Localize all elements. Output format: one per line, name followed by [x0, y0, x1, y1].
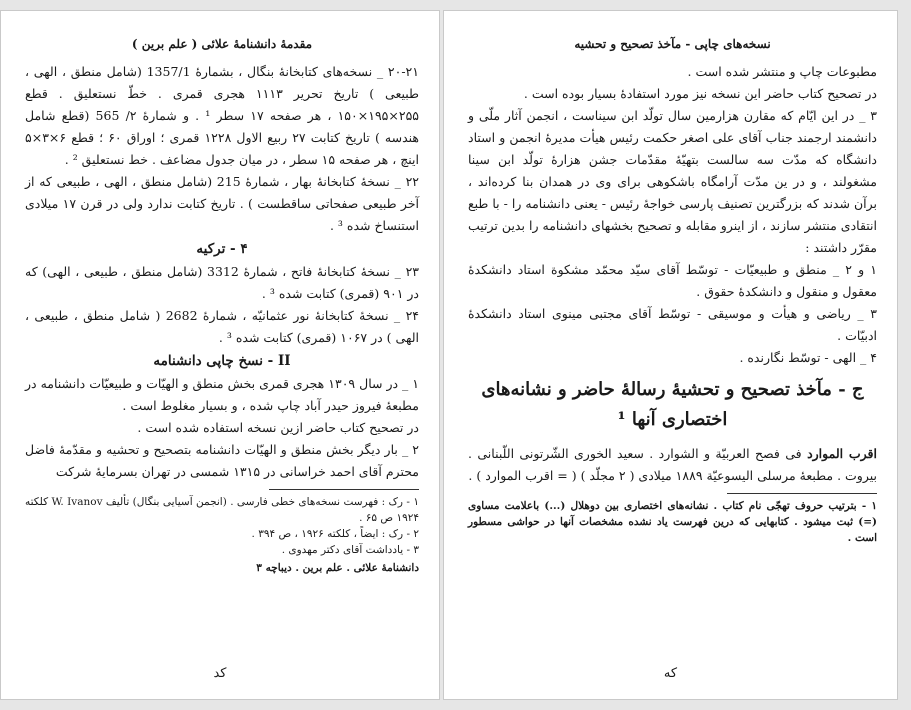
paragraph-fatih-manuscript: ۲۳ _ نسخهٔ کتابخانهٔ فاتح ، شمارهٔ 3312 (شامل منطق ، طبیعی ، الهی) که در ۹۰۱ (قمری) کتابت شده ³ .	[25, 264, 419, 301]
section-heading-sources: ج - مآخذ تصحیح و تحشیهٔ رسالهٔ حاضر و نشانه‌های اختصاری آنها ¹	[481, 379, 864, 430]
left-running-head: مقدمهٔ دانشنامهٔ علائی ( علم برین )	[131, 37, 313, 51]
right-page-number: که	[663, 666, 678, 681]
reference-aqrab-al-mawarid	[468, 443, 877, 487]
reference-text: فی فصح العربیّة و الشوارد . سعید الخوری الشّرتونی اللّبنانی . بیروت . مطبعهٔ مرسلی الیسوعیّة ۱۸۸۹ میلادی ( ۲ مجلّد ) ( = اقرب الموارد ) .	[468, 446, 877, 483]
right-running-head: نسخه‌های چاپی - مآخذ تصحیح و تحشیه	[574, 37, 771, 51]
right-footnote-divider	[727, 493, 877, 494]
left-page-content	[25, 37, 419, 689]
right-page	[443, 10, 898, 700]
paragraph-bahar-manuscript: ۲۲ _ نسخهٔ کتابخانهٔ بهار ، شمارهٔ 215 (شامل منطق ، الهی ، طبیعی که از آخر طبیعی صفحاتی ساقطست ) . تاریخ کتابت ندارد ولی در قرن ۱۷ میلادی استنساخ شده ³ .	[25, 174, 420, 233]
right-footnote-1: ۱ - بترتیب حروف تهجّی نام کتاب . نشانه‌های اختصاری بین دوهلال (...) باعلامت مساوی (=) ثبت میشود . کتابهایی که درین فهرست یاد نشده مشخصات آنها در حواشی مسطور است .	[468, 500, 877, 544]
paragraph-theology-editor: ۴ _ الهی - توسّط نگارنده .	[739, 350, 877, 365]
paragraph-millennium-edition: ۳ _ در این ایّام که مقارن هزارمین سال تولّد ابن سیناست ، انجمن آثار ملّی و دانشمند ارجمند جناب آقای علی اصغر حکمت رئیس هیأت مدیرهٔ انجمن و استاد دانشگاه که مدّت سه سالست بتهیّهٔ مقدّمات جشن هزارهٔ تولّد ابن سینا مشغولند ، و در ین مدّت آرامگاه باشکوهی برای وی در همدان بنا کرده‌اند ، برآن شدند که بزرگترین تصنیف پارسی خواجهٔ رئیس - یعنی دانشنامه را - با طبع انتقادی منتشر سازند ، از اینرو مقابله و تصحیح بخشهای دانشنامه را بدین ترتیب مقرّر داشتند :	[468, 108, 877, 255]
section-heading-printed-copies: II - نسخ چاپی دانشنامه	[153, 353, 291, 369]
paragraph-hyderabad-usage: در تصحیح کتاب حاضر ازین نسخه استفاده شده است .	[137, 420, 419, 435]
left-page	[0, 10, 440, 700]
paragraph-tehran-print: ۲ _ بار دیگر بخش منطق و الهیّات دانشنامه بتصحیح و تحشیه و مقدّمهٔ فاضل محترم آقای احمد خراسانی در ۱۳۱۵ شمسی در تهران بسرمایهٔ شرکت	[25, 442, 419, 479]
footnote-2: ۲ - رک : ایضاً ، کلکته ۱۹۲۶ ، ص ۳۹۴ .	[251, 528, 419, 540]
footnote-3: ۳ - یادداشت آقای دکتر مهدوی .	[281, 544, 419, 556]
paragraph-printed-continuation: مطبوعات چاپ و منتشر شده است .	[687, 64, 877, 79]
paragraph-math-music-editor: ۳ _ ریاضی و هیأت و موسیقی - توسّط آقای مجتبی مینوی استاد دانشکدهٔ ادبیّات .	[468, 306, 877, 343]
footnote-divider	[269, 489, 419, 490]
paragraph-nuruosmaniye-manuscript: ۲۴ _ نسخهٔ کتابخانهٔ نور عثمانیّه ، شمارهٔ 2682 ( شامل منطق ، طبیعی ، الهی ) در ۱۰۶۷ (قمری) کتابت شده ³ .	[25, 308, 419, 345]
section-heading-turkey: ۴ - ترکیه	[196, 241, 248, 257]
paragraph-tehran-usage: در تصحیح کتاب حاضر این نسخه نیز مورد استفادهٔ بسیار بوده است .	[523, 86, 877, 101]
paragraph-bengal-manuscripts: ۲۰-۲۱ _ نسخه‌های کتابخانهٔ بنگال ، بشمارهٔ 1357/1 (شامل منطق ، الهی ، طبیعی ) تاریخ تحریر ۱۱۱۳ هجری قمری . خطّ نستعلیق . قطع ۲۵۵×۱۹۵×۱۵۰ ، هر صفحه ۱۷ سطر ¹ . و شمارهٔ ۲/ 565 (قطع شامل هندسه ) تاریخ کتابت ۲۷ ربیع الاول ۱۲۲۸ قمری ؛ اوراق ۶۰ ؛ قطع ۶×۳×۵ اینچ ، هر صفحه ۱۵ سطر ، در میان جدول مضاعف . خط نستعلیق ² .	[25, 64, 420, 167]
left-page-number: کد	[213, 666, 227, 681]
footnote-1: ۱ - رک : فهرست نسخه‌های خطی فارسی . (انجمن آسیایی بنگال) تألیف W. Ivanov کلکته ۱۹۲۴ ص ۶۵ .	[25, 496, 419, 524]
paragraph-logic-physics-editor: ۱ و ۲ _ منطق و طبیعیّات - توسّط آقای سیّد محمّد مشکوة استاد دانشکدهٔ معقول و منقول و دانشکدهٔ حقوق .	[468, 262, 877, 299]
printer-signature: دانشنامهٔ علائی . علم برین . دیباچه ۳	[256, 562, 419, 574]
reference-lead: اقرب الموارد	[807, 446, 877, 461]
paragraph-hyderabad-print: ۱ _ در سال ۱۳۰۹ هجری قمری بخش منطق و الهیّات و طبیعیّات دانشنامه در مطبعهٔ فیروز حیدر آباد چاپ شده ، و بسیار مغلوط است .	[25, 376, 419, 413]
right-page-content	[468, 37, 877, 689]
